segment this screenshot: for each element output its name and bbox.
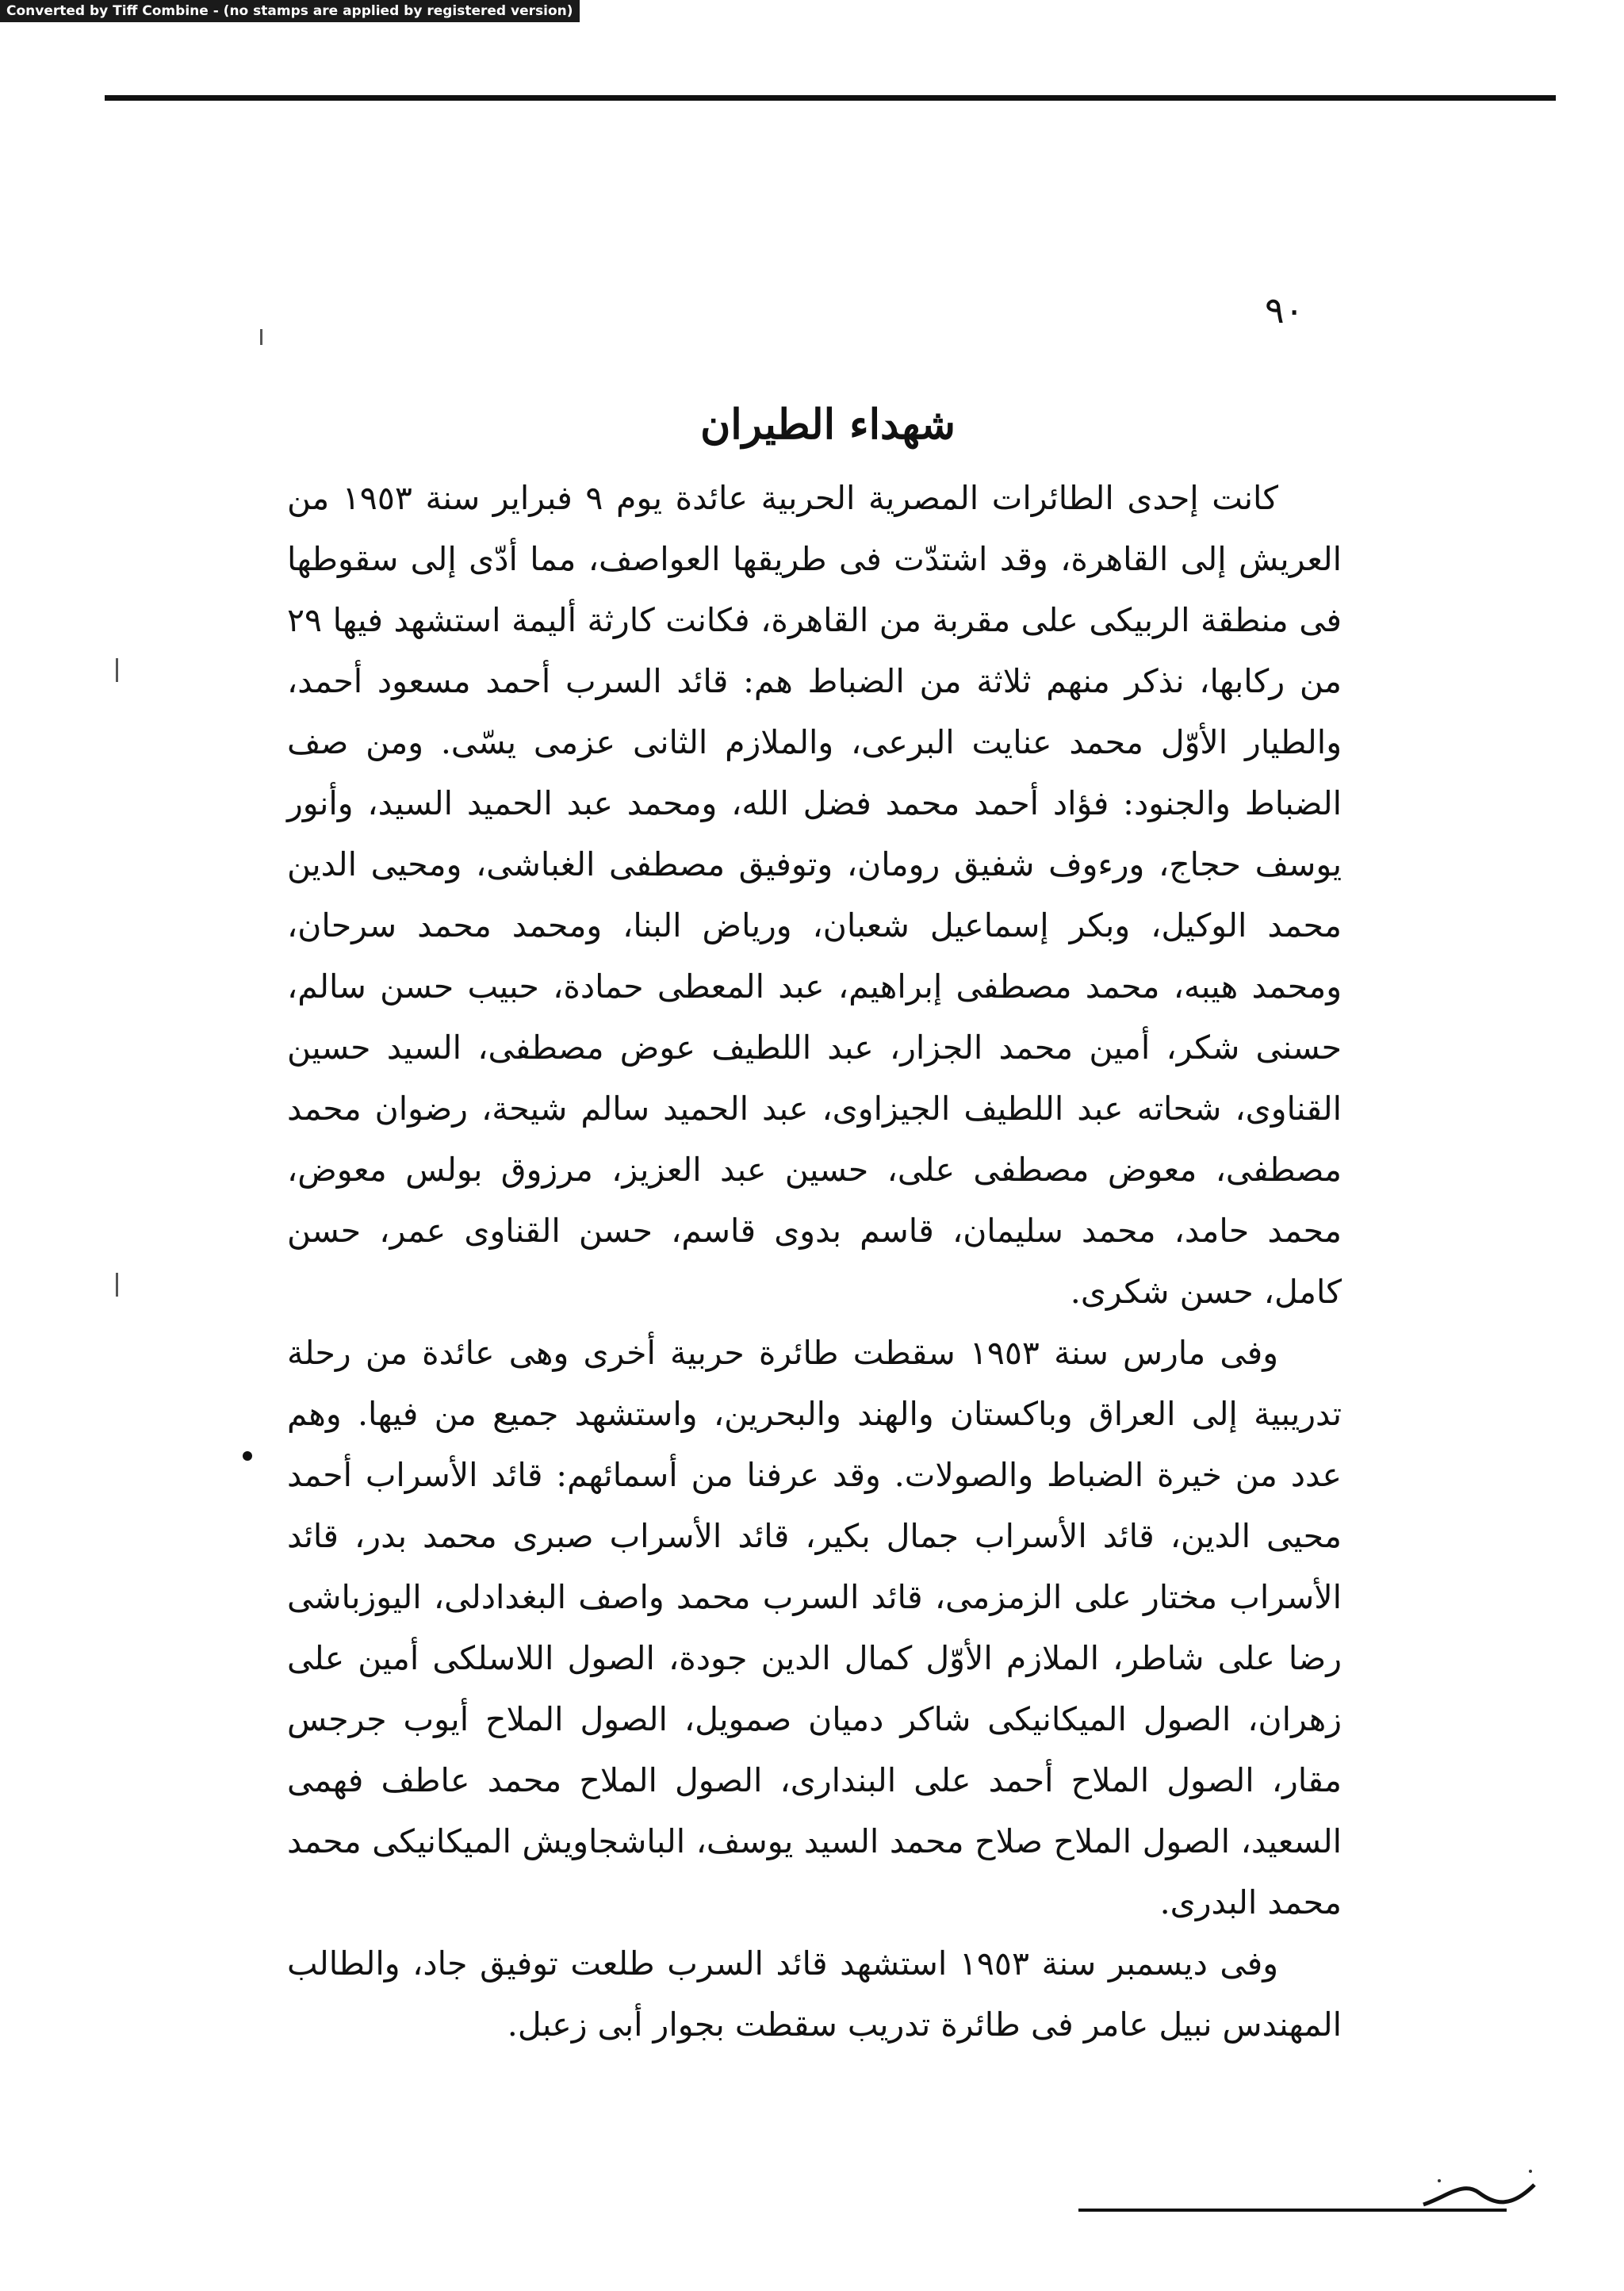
paragraph-1: كانت إحدى الطائرات المصرية الحربية عائدة يوم ٩ فبراير سنة ١٩٥٣ من العريش إلى القاهرة، وقد اشتدّت فى طريقها العواصف، مما أدّى إلى سقوطها فى منطقة الربيكى على مقربة من القاهرة، فكانت كارثة أليمة استشهد فيها ٢٩ من ركابها، نذكر منهم ثلاثة من الضباط هم: قائد السرب أحمد مسعود أحمد، والطيار الأوّل محمد عنايت البرعى، والملازم الثانى عزمى يسّى. ومن صف الضباط والجنود: فؤاد أحمد محمد فضل الله، ومحمد عبد الحميد السيد، وأنور يوسف حجاج، ورءوف شفيق رومان، وتوفيق مصطفى الغباشى، ومحيى الدين محمد الوكيل، وبكر إسماعيل شعبان، ورياض البنا، ومحمد محمد سرحان، ومحمد هيبه، محمد مصطفى إبراهيم، عبد المعطى حمادة، حبيب حسن سالم، حسنى شكر، أمين محمد الجزار، عبد اللطيف عوض مصطفى، السيد حسين القناوى، شحاته عبد اللطيف الجيزاوى، عبد الحميد سالم شيحة، رضوان محمد مصطفى، معوض مصطفى على، حسين عبد العزيز، مرزوق بولس معوض، محمد حامد، محمد سليمان، قاسم بدوى قاسم، حسن القناوى عمر، حسن كامل، حسن شكرى. <box>287 479 1342 1311</box>
margin-mark <box>116 658 118 682</box>
margin-dot <box>243 1451 252 1461</box>
scan-smudge <box>1415 2165 1542 2212</box>
page-title: شهداء الطيران <box>700 400 956 449</box>
margin-mark <box>116 1273 118 1297</box>
paragraph-2: وفى مارس سنة ١٩٥٣ سقطت طائرة حربية أخرى وهى عائدة من رحلة تدريبية إلى العراق وباكستان والهند والبحرين، واستشهد جميع من فيها. وهم عدد من خيرة الضباط والصولات. وقد عرفنا من أسمائهم: قائد الأسراب أحمد محيى الدين، قائد الأسراب جمال بكير، قائد الأسراب صبرى محمد بدر، قائد الأسراب مختار على الزمزمى، قائد السرب محمد واصف البغدادلى، اليوزباشى رضا على شاطر، الملازم الأوّل كمال الدين جودة، الصول اللاسلكى أمين على زهران، الصول الميكانيكى شاكر دميان صمويل، الصول الملاح أيوب جرجس مقار، الصول الملاح أحمد على البندارى، الصول الملاح محمد عاطف فهمى السعيد، الصول الملاح صلاح محمد السيد يوسف، الباشجاويش الميكانيكى محمد محمد البدرى. <box>287 1334 1342 1921</box>
page-number: ٩٠ <box>1265 289 1304 331</box>
paragraph-3: وفى ديسمبر سنة ١٩٥٣ استشهد قائد السرب طلعت توفيق جاد، والطالب المهندس نبيل عامر فى طائرة تدريب سقطت بجوار أبى زعبل. <box>287 1944 1342 2044</box>
top-rule <box>105 95 1556 101</box>
margin-mark <box>260 329 262 345</box>
article-body <box>287 468 1342 2055</box>
converter-banner: Converted by Tiff Combine - (no stamps are applied by registered version) <box>0 0 580 22</box>
